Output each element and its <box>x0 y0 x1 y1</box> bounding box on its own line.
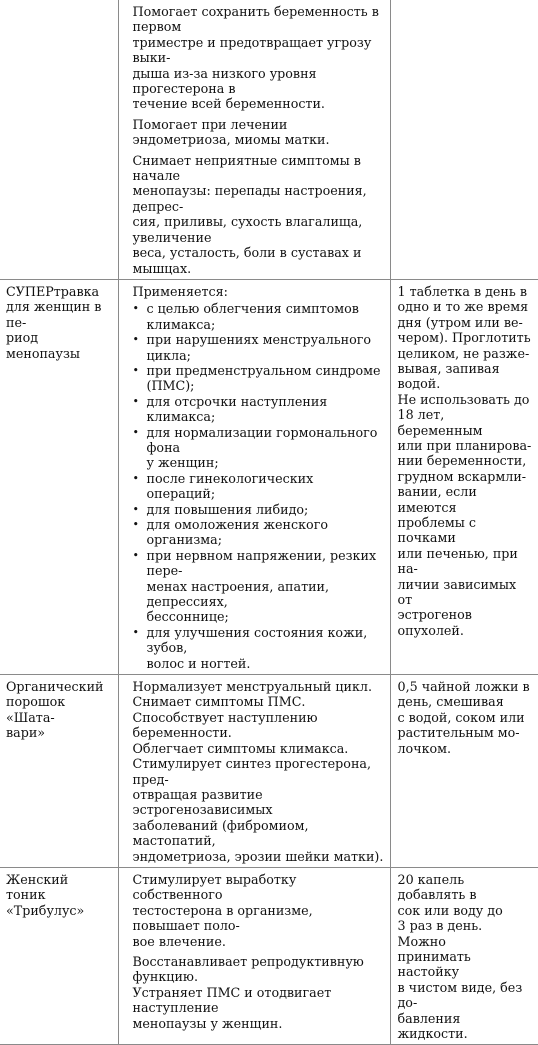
list-item-text: после гинекологических операций; <box>146 470 314 502</box>
effect-paragraph: Облегчает симптомы климакса. <box>132 740 349 756</box>
effect-paragraph: Нормализует менструальный цикл. <box>132 679 372 695</box>
effect-paragraph: Помогает при лечении эндометриоза, миомы матки. <box>132 116 330 148</box>
effects-cell <box>118 867 390 1044</box>
list-item <box>133 625 384 671</box>
bullet-icon: • <box>132 518 139 531</box>
effects-cell <box>118 0 390 279</box>
effects-lead-text: Применяется: <box>132 283 228 299</box>
list-item-text: при предменструальном синдроме (ПМС); <box>146 362 381 394</box>
list-item-text: с целью облегчения симптомов климакса; <box>146 301 359 332</box>
dosage-cell: 0,5 чайной ложки в день, смешивая с водой, соком или растительным мо- лочком. <box>390 675 538 868</box>
list-item <box>133 502 384 517</box>
effect-paragraph: Помогает сохранить беременность в первом триместре и предотвращает угрозу выки- дыша из-за низкого уровня прогестерона в течение всей беременности. <box>132 4 379 112</box>
bullet-icon: • <box>132 363 139 377</box>
effects-cell <box>118 279 390 674</box>
list-item <box>133 471 384 502</box>
product-name-cell: СУПЕРтравка для женщин в пе- риод менопаузы <box>0 279 118 674</box>
product-name-cell: Органический порошок «Шата- вари» <box>0 675 118 868</box>
list-item-text: для омоложения женского организма; <box>146 517 328 548</box>
list-item <box>133 394 384 425</box>
effect-paragraph: Способствует наступлению беременности. <box>132 709 318 741</box>
list-item-text: для улучшения состояния кожи, зубов, волос и ногтей. <box>146 624 368 671</box>
table-row <box>0 279 538 674</box>
list-item <box>133 425 384 471</box>
product-name-cell: Женский тоник «Трибулус» <box>0 867 118 1044</box>
dosage-cell: 20 капель добавлять в сок или воду до 3 раз в день. Можно принимать настойку в чистом виде, без до- бавления жидкости. <box>390 867 538 1044</box>
bullet-icon: • <box>132 302 139 316</box>
effects-cell <box>118 675 390 868</box>
product-name-cell <box>0 0 118 279</box>
effect-paragraph: Снимает симптомы ПМС. <box>132 694 306 710</box>
list-item <box>133 517 384 548</box>
table-row <box>0 0 538 279</box>
list-item <box>133 363 384 394</box>
list-item-text: при нервном напряжении, резких пере- менах настроения, апатии, депрессиях, бессоннице; <box>146 547 377 625</box>
list-item <box>133 301 384 332</box>
list-item-text: для нормализации гормонального фона у женщин; <box>146 424 378 471</box>
effect-paragraph: Восстанавливает репродуктивную функцию. Устраняет ПМС и отодвигает наступление менопаузы у женщин. <box>132 953 364 1031</box>
bullet-icon: • <box>132 471 139 485</box>
table-row <box>0 675 538 868</box>
list-item <box>133 332 384 363</box>
dosage-cell: 1 таблетка в день в одно и то же время дня (утром или ве- чером). Проглотить целиком, не разже- вывая, запивая водой. Не использовать до 18 лет, беременным или при планирова- нии беременности, грудном вскармли- вании, если имеются проблемы с почками или печенью, при на- личии зависимых от эстрогенов опухолей. <box>390 279 538 674</box>
bullet-icon: • <box>132 333 139 347</box>
bullet-icon: • <box>132 502 139 516</box>
bullet-icon: • <box>132 548 139 562</box>
effect-paragraph: Стимулирует синтез прогестерона, пред- отвращая развитие эстрогенозависимых заболеваний (фибромиом, мастопатий, эндометриоза, эрозии шейки матки). <box>132 756 384 864</box>
effect-paragraph: Снимает неприятные симптомы в начале менопаузы: перепады настроения, депрес- сия, приливы, сухость влагалища, увеличение веса, усталость, боли в суставах и мышцах. <box>132 152 367 276</box>
list-item-text: при нарушениях менструального цикла; <box>146 332 372 363</box>
bullet-icon: • <box>132 625 139 639</box>
list-item-text: для отсрочки наступления климакса; <box>146 393 328 425</box>
dosage-cell <box>390 0 538 279</box>
list-item <box>133 548 384 625</box>
table-row <box>0 867 538 1044</box>
effect-paragraph: Стимулирует выработку собственного тестостерона в организме, повышает поло- вое влечение. <box>132 871 313 949</box>
indications-list <box>133 301 384 671</box>
bullet-icon: • <box>132 394 139 408</box>
bullet-icon: • <box>132 425 139 439</box>
list-item-text: для повышения либидо; <box>146 501 309 517</box>
